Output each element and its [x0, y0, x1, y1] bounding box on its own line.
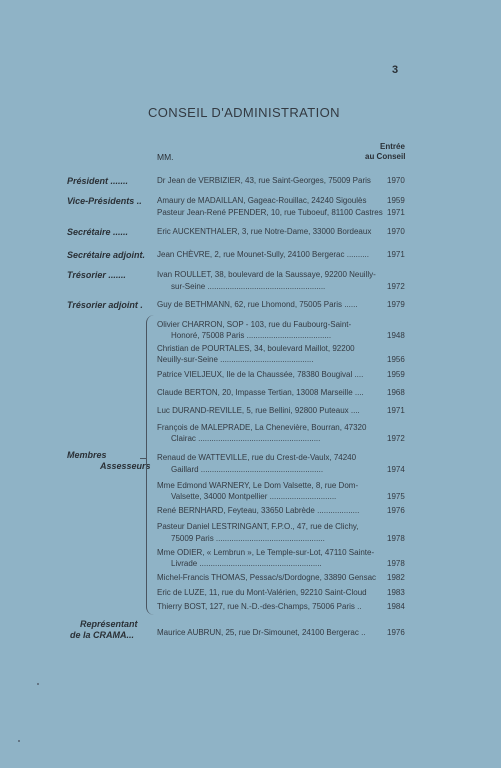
entry-name: Renaud de WATTEVILLE, rue du Crest-de-Vaulx, 74240	[157, 453, 357, 462]
role-crama: de la CRAMA...	[70, 630, 135, 640]
entry-name: Amaury de MADAILLAN, Gageac-Rouillac, 24240 Sigoulès	[157, 196, 367, 205]
entry-year: 1983	[387, 588, 405, 597]
entry-name: Ivan ROULLET, 38, boulevard de la Saussaye, 92200 Neuilly-	[157, 270, 376, 279]
entry-name-cont: Gaillard .......................................................	[171, 465, 324, 474]
role-secretaire: Secrétaire ......	[67, 227, 129, 237]
role-secretaire-adjoint: Secrétaire adjoint.	[67, 250, 146, 260]
entry-name-cont: Honoré, 75008 Paris ......................................	[171, 331, 332, 340]
entry-name: Pasteur Jean-René PFENDER, 10, rue Tuboeuf, 81100 Castres	[157, 208, 383, 217]
role-tresorier-adjoint: Trésorier adjoint .	[67, 300, 143, 310]
entry-year: 1970	[387, 227, 405, 236]
entry-name: Mme ODIER, « Lembrun », Le Temple-sur-Lot, 47110 Sainte-	[157, 548, 375, 557]
entry-name-cont: Neuilly-sur-Seine ..........................................	[157, 355, 314, 364]
entree-header: Entrée	[380, 142, 405, 151]
entry-year: 1976	[387, 506, 405, 515]
entry-name-cont: Clairac .......................................................	[171, 434, 321, 443]
mm-header: MM.	[157, 152, 174, 162]
role-membres: Membres	[67, 450, 107, 460]
entry-name: Olivier CHARRON, SOP - 103, rue du Faubourg-Saint-	[157, 320, 352, 329]
entry-name: Mme Edmond WARNERY, Le Dom Valsette, 8, rue Dom-	[157, 481, 359, 490]
entry-name: Thierry BOST, 127, rue N.-D.-des-Champs, 75006 Paris ..	[157, 602, 362, 611]
entry-year: 1956	[387, 355, 405, 364]
entry-year: 1971	[387, 208, 405, 217]
role-assesseurs: Assesseurs	[100, 461, 151, 471]
role-tresorier: Trésorier .......	[67, 270, 126, 280]
entry-year: 1974	[387, 465, 405, 474]
entry-year: 1978	[387, 559, 405, 568]
paper-speck	[18, 740, 20, 742]
entry-name: Pasteur Daniel LESTRINGANT, F.P.O., 47, rue de Clichy,	[157, 522, 359, 531]
entry-name: Guy de BETHMANN, 62, rue Lhomond, 75005 Paris ......	[157, 300, 358, 309]
entry-year: 1972	[387, 282, 405, 291]
page-title: CONSEIL D'ADMINISTRATION	[148, 105, 340, 120]
entry-year: 1970	[387, 176, 405, 185]
entry-name-cont: 75009 Paris .................................................	[171, 534, 325, 543]
entry-year: 1971	[387, 250, 405, 259]
entry-year: 1972	[387, 434, 405, 443]
entry-name: Eric AUCKENTHALER, 3, rue Notre-Dame, 33000 Bordeaux	[157, 227, 372, 236]
entry-name: Eric de LUZE, 11, rue du Mont-Valérien, 92210 Saint-Cloud	[157, 588, 367, 597]
entry-year: 1971	[387, 406, 405, 415]
entry-name-cont: Livrade .......................................................	[171, 559, 322, 568]
entry-name: François de MALEPRADE, La Chenevière, Bourran, 47320	[157, 423, 367, 432]
entry-year: 1982	[387, 573, 405, 582]
entry-year: 1959	[387, 196, 405, 205]
entry-year: 1979	[387, 300, 405, 309]
au-conseil-header: au Conseil	[365, 152, 406, 161]
entry-name: Jean CHÈVRE, 2, rue Mounet-Sully, 24100 Bergerac ..........	[157, 250, 369, 259]
entry-year: 1968	[387, 388, 405, 397]
entry-name: Dr Jean de VERBIZIER, 43, rue Saint-Georges, 75009 Paris	[157, 176, 371, 185]
role-representant: Représentant	[80, 619, 138, 629]
members-brace-tip	[140, 458, 147, 459]
entry-year: 1978	[387, 534, 405, 543]
entry-name: Christian de POURTALES, 34, boulevard Maillot, 92200	[157, 344, 355, 353]
page-number: 3	[392, 64, 399, 76]
paper-speck	[37, 683, 39, 685]
entry-name-cont: Valsette, 34000 Montpellier ..............................	[171, 492, 337, 501]
entry-year: 1975	[387, 492, 405, 501]
entry-year: 1959	[387, 370, 405, 379]
role-vice-presidents: Vice-Présidents ..	[67, 196, 142, 206]
entry-name: Luc DURAND-REVILLE, 5, rue Bellini, 92800 Puteaux ....	[157, 406, 360, 415]
entry-name: Patrice VIELJEUX, Ile de la Chaussée, 78380 Bougival ....	[157, 370, 364, 379]
role-president: Président .......	[67, 176, 129, 186]
entry-year: 1948	[387, 331, 405, 340]
entry-name-cont: sur-Seine .....................................................	[171, 282, 326, 291]
entry-name: Maurice AUBRUN, 25, rue Dr-Simounet, 24100 Bergerac ..	[157, 628, 366, 637]
entry-year: 1984	[387, 602, 405, 611]
entry-name: René BERNHARD, Feyteau, 33650 Labrède ...................	[157, 506, 360, 515]
entry-name: Claude BERTON, 20, Impasse Tertian, 13008 Marseille ....	[157, 388, 364, 397]
entry-name: Michel-Francis THOMAS, Pessac/s/Dordogne, 33890 Gensac	[157, 573, 377, 582]
entry-year: 1976	[387, 628, 405, 637]
